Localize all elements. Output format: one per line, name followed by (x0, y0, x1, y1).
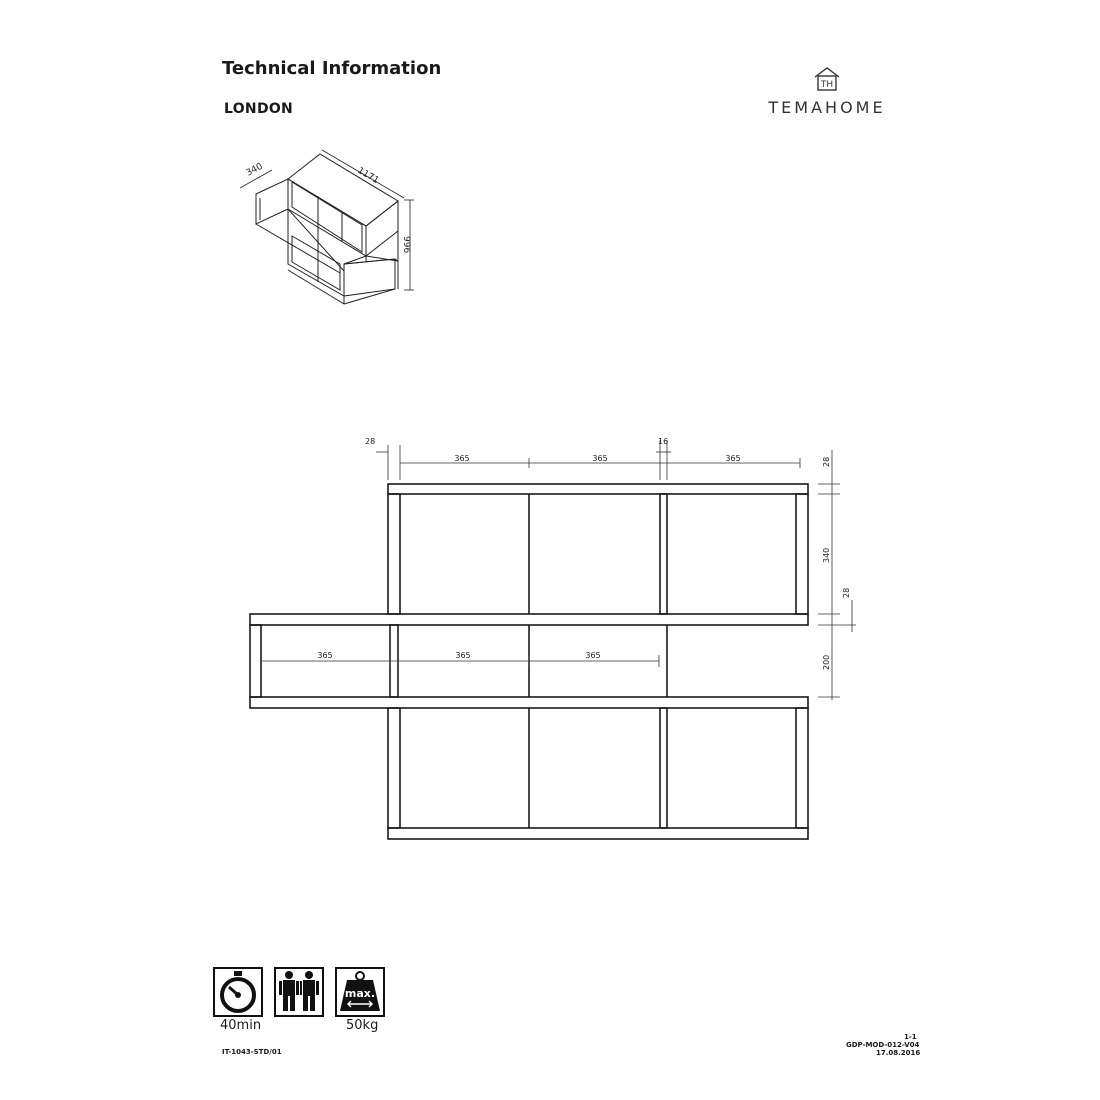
stopwatch-icon (215, 969, 261, 1015)
brand-monogram: TH (820, 80, 834, 90)
assembly-persons-box (274, 967, 324, 1017)
dim-right-cell-height: 340 (822, 547, 831, 563)
iso-depth-label: 340 (244, 161, 265, 179)
dim-right-mid-height: 200 (822, 654, 831, 670)
brand-name: TEMAHOME (768, 98, 886, 117)
dim-top-width-1: 365 (454, 454, 470, 463)
max-weight-icon (337, 969, 383, 1015)
dim-top-width-2: 365 (592, 454, 608, 463)
footer-left-code: IT-1043-STD/01 (222, 1048, 282, 1056)
assembly-time-box (213, 967, 263, 1017)
two-persons-icon (276, 969, 322, 1015)
iso-height-label: 996 (401, 236, 411, 254)
max-load-box (335, 967, 385, 1017)
dim-top-side-thickness: 28 (365, 437, 376, 446)
dim-right-top-thickness: 28 (822, 456, 831, 467)
max-label: max. (344, 987, 376, 1000)
dim-right-shelf-thickness: 28 (842, 587, 851, 598)
max-load-label: 50kg (346, 1018, 379, 1033)
dim-top-width-3: 365 (725, 454, 741, 463)
footer-date: 17.08.2016 (876, 1049, 921, 1057)
footer-doc-code: GDP-MOD-012-V04 (846, 1041, 920, 1049)
dim-mid-width-1: 365 (317, 651, 333, 660)
assembly-time-label: 40min (220, 1018, 262, 1033)
footer-page-number: 1-1 (904, 1033, 917, 1041)
dim-divider-thickness: 16 (658, 437, 669, 446)
page-title: Technical Information (222, 58, 442, 79)
dim-mid-width-2: 365 (455, 651, 471, 660)
iso-width-label: 1171 (355, 165, 381, 187)
model-name: LONDON (224, 101, 294, 117)
dim-mid-width-3: 365 (585, 651, 601, 660)
